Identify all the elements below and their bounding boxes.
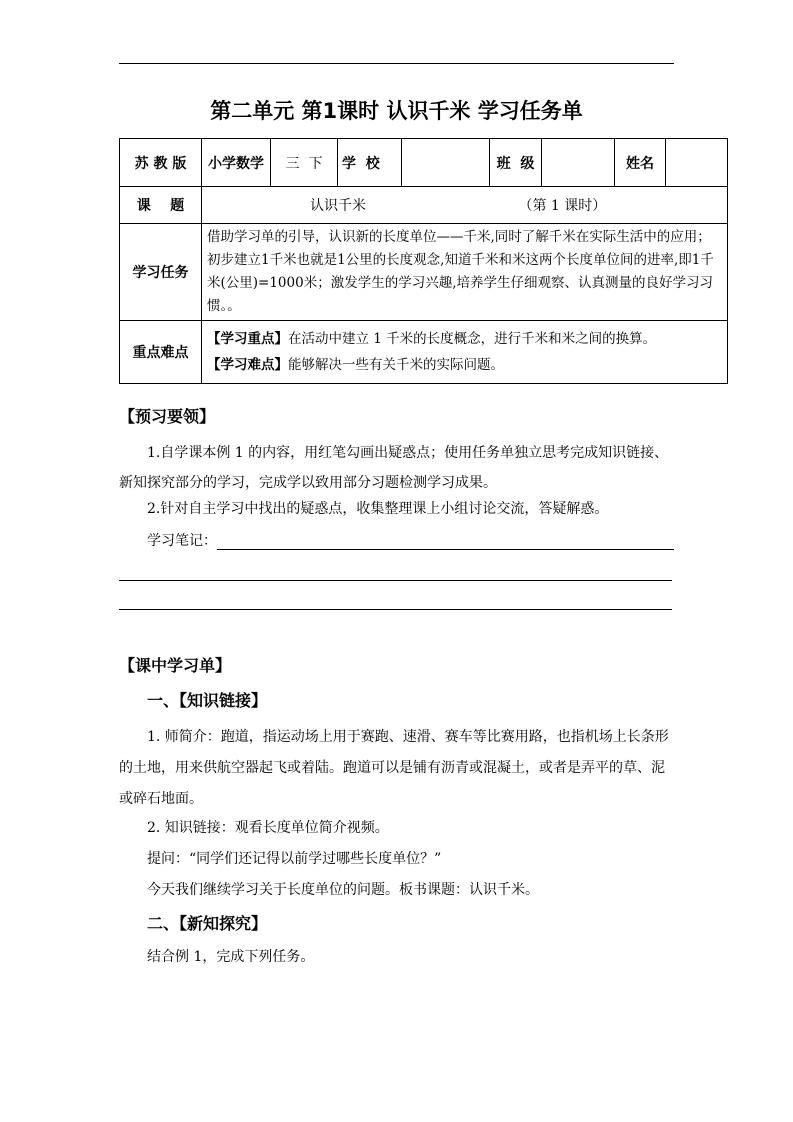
- classwork-heading: 【课中学习单】: [119, 656, 232, 675]
- task-text: 借助学习单的引导，认识新的长度单位——千米,同时了解千米在实际生活中的应用；初步建立1千米也就是1公里的长度观念,知道千米和米这两个长度单位间的进率,即1千米(公里)=1000米；激发学生的学习兴趣,培养学生仔细观察、认真测量的良好学习习惯。。: [202, 224, 728, 321]
- grade-cell: 三 下: [271, 139, 338, 187]
- knowledge-link-heading: 一、【知识链接】: [147, 691, 268, 710]
- topic-label: 课 题: [120, 187, 202, 224]
- difficulty-text: 能够解决一些有关千米的实际问题。: [288, 357, 504, 373]
- new-knowledge-heading: 二、【新知探究】: [147, 914, 268, 933]
- task-label: 学习任务: [120, 224, 202, 321]
- subject-cell: 小学数学: [202, 139, 271, 187]
- name-field[interactable]: [666, 139, 728, 187]
- notes-line-1[interactable]: [217, 549, 674, 550]
- name-label: 姓名: [615, 139, 666, 187]
- class-field[interactable]: [542, 139, 615, 187]
- topic-cell: [202, 187, 728, 224]
- school-label: 学 校: [338, 139, 402, 187]
- school-field[interactable]: [402, 139, 490, 187]
- info-table: [119, 138, 728, 384]
- preview-item-1: 1.自学课本例 1 的内容，用红笔勾画出疑惑点；使用任务单独立思考完成知识链接、新知探究部分的学习，完成学以致用部分习题检测学习成果。: [119, 445, 669, 491]
- notes-label: 学习笔记：: [147, 533, 217, 549]
- focus-tag: 【学习重点】: [207, 331, 288, 347]
- topic-text: 认识千米: [310, 198, 366, 214]
- keypoints-cell: [202, 321, 728, 384]
- runway-paragraph: 1. 师简介：跑道，指运动场上用于赛跑、速滑、赛车等比赛用路，也指机场上长条形的土地，用来供航空器起飞或着陆。跑道可以是铺有沥青或混凝土，或者是弄平的草、泥或碎石地面。: [119, 729, 669, 807]
- knowledge-link-video: 2. 知识链接：观看长度单位简介视频。: [147, 820, 389, 836]
- notes-line-2[interactable]: [119, 580, 672, 581]
- edition-cell: 苏 教 版: [120, 139, 202, 187]
- example-instruction: 结合例 1，完成下列任务。: [147, 949, 315, 965]
- header-rule: [119, 63, 674, 64]
- page-title: 第二单元 第1课时 认识千米 学习任务单: [210, 99, 583, 123]
- preview-item-2: 2.针对自主学习中找出的疑惑点，收集整理课上小组讨论交流，答疑解惑。: [147, 501, 609, 517]
- preview-heading: 【预习要领】: [119, 407, 216, 426]
- class-label: 班 级: [490, 139, 542, 187]
- period-text: （第 1 课时）: [518, 198, 607, 214]
- difficulty-line: [207, 352, 722, 378]
- difficulty-tag: 【学习难点】: [207, 357, 288, 373]
- question-line: 提问：“同学们还记得以前学过哪些长度单位？”: [147, 851, 442, 867]
- keypoints-label: 重点难点: [120, 321, 202, 384]
- notes-line-3[interactable]: [119, 609, 672, 610]
- focus-text: 在活动中建立 1 千米的长度概念，进行千米和米之间的换算。: [288, 331, 657, 347]
- today-topic-line: 今天我们继续学习关于长度单位的问题。板书课题：认识千米。: [147, 882, 539, 898]
- focus-line: [207, 326, 722, 352]
